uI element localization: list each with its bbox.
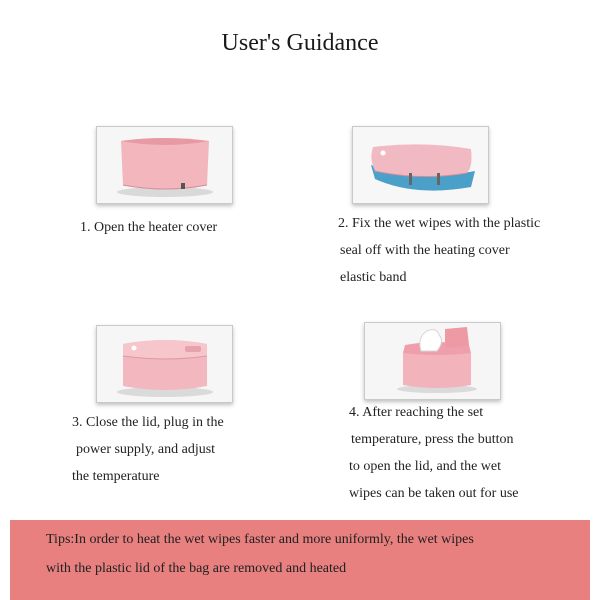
step-2-line-1: 2. Fix the wet wipes with the plastic [338, 216, 541, 231]
page-title: User's Guidance [221, 30, 379, 56]
step-2-line-3: elastic band [340, 270, 407, 285]
tips-text [46, 525, 586, 583]
open-heater-icon [97, 127, 232, 203]
tips-line-2: with the plastic lid of the bag are removed and heated [46, 561, 347, 576]
wipes-band-icon [353, 127, 488, 203]
step-1-line-1: 1. Open the heater cover [80, 220, 218, 235]
heater-with-wipe-icon [365, 323, 500, 399]
closed-heater-icon [97, 326, 232, 402]
step-4-image [364, 322, 501, 400]
step-2-line-2: seal off with the heating cover [340, 243, 510, 258]
step-4-line-1: 4. After reaching the set [349, 405, 484, 420]
step-3-image [96, 325, 233, 403]
step-1-text [80, 214, 217, 241]
step-4-line-2: temperature, press the button [351, 432, 514, 447]
step-3-line-2: power supply, and adjust [76, 442, 216, 457]
step-3-text [72, 409, 224, 490]
step-3-line-1: 3. Close the lid, plug in the [72, 415, 224, 430]
step-2-image [352, 126, 489, 204]
step-2-text [338, 210, 540, 291]
step-1-image [96, 126, 233, 204]
step-4-line-4: wipes can be taken out for use [349, 486, 519, 501]
step-3-line-3: the temperature [72, 469, 160, 484]
step-4-line-3: to open the lid, and the wet [349, 459, 502, 474]
step-4-text [349, 399, 519, 507]
tips-banner [10, 520, 590, 600]
tips-line-1: Tips:In order to heat the wet wipes faster and more uniformly, the wet wipes [46, 532, 474, 547]
